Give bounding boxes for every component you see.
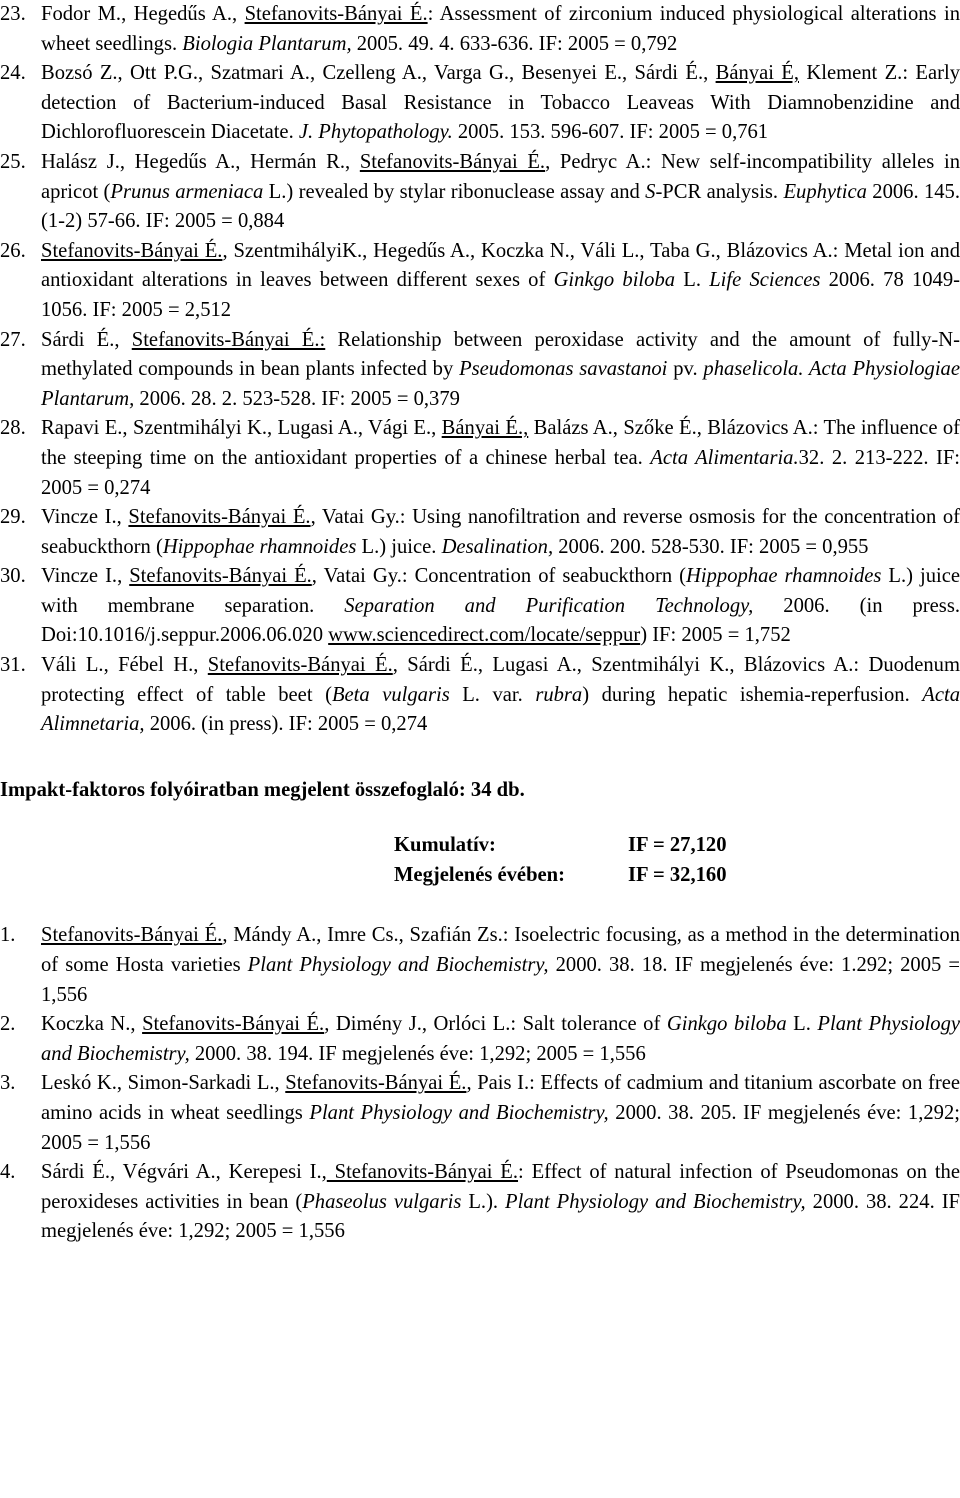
italic-text: Beta vulgaris <box>331 683 450 706</box>
reference-text: 2006. (in press). IF: 2005 = 0,274 <box>144 713 428 736</box>
highlighted-author: Stefanovits-Bányai É. <box>359 150 546 173</box>
reference-item <box>0 148 960 237</box>
reference-number: 1. <box>0 924 16 947</box>
reference-number: 26. <box>0 239 26 262</box>
reference-text: L. <box>675 269 710 292</box>
reference-text: Váli L., Fébel H., <box>41 654 208 677</box>
reference-text: , Mándy A., Imre Cs., Szafián Zs.: Isoelectric focusing, as a method in the determination of some Hosta varieties <box>41 924 960 977</box>
italic-text: phaselicola. Acta Physiologiae Plantarum, <box>41 358 960 410</box>
reference-text: L. var. <box>449 683 536 706</box>
highlighted-author: Stefanovits-Bányai É. <box>41 924 223 947</box>
italic-text: Hippophae rhamnoides <box>162 535 357 558</box>
reference-item <box>0 921 960 1010</box>
reference-text: Vincze I., <box>41 565 130 588</box>
reference-text: 2000. 38. 224. IF megjelenés éve: 1,292; 2005 = 1,556 <box>41 1190 960 1243</box>
publication-year-value: IF = 32,160 <box>628 864 727 887</box>
reference-text: , SzentmihályiK., Hegedűs A., Koczka N., Váli L., Taba G., Blázovics A.: Metal ion and antioxidant alterations in leaves between different sexes of <box>41 239 960 292</box>
italic-text: Hippophae rhamnoides <box>686 565 882 588</box>
italic-text: S <box>645 180 656 203</box>
reference-text: 2006. 200. 528-530. IF: 2005 = 0,955 <box>553 535 869 558</box>
reference-text: Rapavi E., Szentmihályi K., Lugasi A., Vági E., <box>41 417 442 440</box>
italic-text: Euphytica <box>783 180 867 203</box>
reference-text: 2000. 38. 205. IF megjelenés éve: 1,292; 2005 = 1,556 <box>41 1102 960 1154</box>
italic-text: Desalination, <box>441 535 554 558</box>
reference-text: Relationship between peroxidase activity and the amount of fully-N-methylated compounds in bean plants infected by <box>41 328 960 381</box>
highlighted-author: Bányai É., <box>441 417 529 440</box>
reference-item <box>0 1069 960 1158</box>
reference-text: , Pedryc A.: New self-incompatibility alleles in apricot ( <box>41 150 960 203</box>
reference-item <box>0 651 960 740</box>
reference-text: Bozsó Z., Ott P.G., Szatmari A., Czelleng A., Varga G., Besenyei E., Sárdi É., <box>41 62 716 85</box>
reference-number: 3. <box>0 1072 16 1095</box>
reference-text: ) during hepatic ishemia-reperfusion. <box>582 683 923 706</box>
reference-list-numbered-23-31 <box>0 0 960 740</box>
italic-text: Life Sciences <box>709 269 821 292</box>
highlighted-author: Stefanovits-Bányai É. <box>285 1072 467 1095</box>
reference-text: , Dimény J., Orlóci L.: Salt tolerance of <box>324 1013 667 1036</box>
reference-number: 29. <box>0 506 26 529</box>
reference-text: L.). <box>461 1190 506 1213</box>
reference-number: 25. <box>0 150 26 173</box>
italic-text: Plant Physiology and Biochemistry, <box>247 954 549 977</box>
highlighted-author: Stefanovits-Bányai É. <box>142 1013 325 1036</box>
italic-text: Plant Physiology and Biochemistry, <box>505 1190 806 1213</box>
reference-text: 2006. 28. 2. 523-528. IF: 2005 = 0,379 <box>134 387 460 410</box>
reference-text: 2000. 38. 194. IF megjelenés éve: 1,292; 2005 = 1,556 <box>189 1042 646 1065</box>
reference-number: 27. <box>0 328 26 351</box>
reference-number: 28. <box>0 417 26 440</box>
reference-text: Klement Z.: Early detection of Bacterium-induced Basal Resistance in Tobacco Leaveas With Diamnobenzidine and Dichlorofluorescein Diacetate. <box>41 62 960 144</box>
italic-text: Acta Alimentaria. <box>650 446 799 469</box>
reference-number: 31. <box>0 654 26 677</box>
reference-text: Leskó K., Simon-Sarkadi L., <box>41 1072 286 1095</box>
reference-list-numbered-1-4 <box>0 921 960 1247</box>
reference-text: Sárdi É., Végvári A., Kerepesi I., <box>41 1161 327 1184</box>
reference-number: 23. <box>0 3 26 25</box>
publication-year-row <box>0 861 960 891</box>
reference-text: Koczka N., <box>41 1013 143 1036</box>
reference-text: 2005. 153. 596-607. IF: 2005 = 0,761 <box>452 121 769 144</box>
reference-item <box>0 237 960 326</box>
italic-text: Ginkgo biloba <box>553 269 676 292</box>
reference-text: 2006. (in press. Doi:10.1016/j.seppur.2006.06.020 <box>41 594 960 647</box>
italic-text: J. Phytopathology. <box>298 121 453 144</box>
italic-text: rubra <box>535 683 583 706</box>
reference-text: Fodor M., Hegedűs A., <box>41 3 245 25</box>
highlighted-author: Stefanovits-Bányai É. <box>244 3 428 25</box>
italic-text: Acta Alimnetaria, <box>41 683 960 736</box>
reference-text: 2000. 38. 18. IF megjelenés éve: 1.292; 2005 = 1,556 <box>41 954 960 1006</box>
italic-text: Pseudomonas savastanoi <box>459 358 668 381</box>
impact-factor-stats <box>0 831 960 891</box>
reference-number: 2. <box>0 1013 16 1036</box>
reference-text: , Vatai Gy.: Using nanofiltration and reverse osmosis for the concentration of seabuckthorn ( <box>41 506 960 558</box>
highlighted-author: Stefanovits-Bányai É.: <box>131 328 326 351</box>
italic-text: Prunus armeniaca <box>110 180 264 203</box>
reference-number: 4. <box>0 1161 16 1184</box>
highlighted-author: Stefanovits-Bányai É. <box>326 1161 519 1184</box>
publication-year-label: Megjelenés évében: <box>394 864 565 887</box>
reference-text: Halász J., Hegedűs A., Hermán R., <box>41 150 360 173</box>
italic-text: Plant Physiology and Biochemistry, <box>309 1102 609 1124</box>
highlighted-author: Stefanovits-Bányai É. <box>129 565 312 588</box>
reference-text: L.) revealed by stylar ribonuclease assay and <box>263 180 646 203</box>
italic-text: Plant Physiology and Biochemistry, <box>41 1013 960 1065</box>
summary-line: Impakt-faktoros folyóiratban megjelent összefoglaló: 34 db. <box>0 778 525 801</box>
reference-item <box>0 1010 960 1069</box>
reference-text: , Sárdi É., Lugasi A., Szentmihályi K., Blázovics A.: Duodenum protecting effect of table beet ( <box>41 654 960 706</box>
reference-text: : Assessment of zirconium induced physiological alterations in wheet seedlings. <box>41 3 960 55</box>
reference-item <box>0 1158 960 1247</box>
cumulative-row <box>0 831 960 861</box>
reference-item <box>0 59 960 148</box>
reference-text: L. <box>786 1013 818 1036</box>
highlighted-author: Stefanovits-Bányai É. <box>128 506 311 529</box>
reference-text: Balázs A., Szőke É., Blázovics A.: The influence of the steeping time on the antioxidant properties of a chinese herbal tea. <box>41 417 960 469</box>
reference-text: Vincze I., <box>41 506 129 529</box>
reference-text: , Pais I.: Effects of cadmium and titanium ascorbate on free amino acids in wheat seedlings <box>41 1072 960 1124</box>
reference-text: 2006. 145. (1-2) 57-66. IF: 2005 = 0,884 <box>41 180 960 233</box>
italic-text: Separation and Purification Technology, <box>344 594 754 617</box>
cumulative-value: IF = 27,120 <box>628 834 727 857</box>
reference-text: -PCR analysis. <box>655 180 784 203</box>
reference-item <box>0 414 960 503</box>
reference-text: : Effect of natural infection of Pseudomonas on the peroxideses activities in bean ( <box>41 1161 960 1213</box>
cumulative-label: Kumulatív: <box>394 834 496 857</box>
italic-text: Biologia Plantarum, <box>182 32 352 55</box>
italic-text: Ginkgo biloba <box>666 1013 787 1036</box>
reference-item <box>0 326 960 415</box>
highlighted-author: Stefanovits-Bányai É. <box>41 239 223 262</box>
reference-text: 2005. 49. 4. 633-636. IF: 2005 = 0,792 <box>351 32 678 55</box>
reference-text: L.) juice with membrane separation. <box>41 565 960 617</box>
italic-text: Phaseolus vulgaris <box>302 1190 462 1213</box>
reference-number: 24. <box>0 62 26 85</box>
reference-text: , Vatai Gy.: Concentration of seabuckthorn ( <box>311 565 687 588</box>
highlighted-author: Bányai É, <box>715 62 799 85</box>
reference-item <box>0 503 960 562</box>
highlighted-author: www.sciencedirect.com/locate/seppur <box>328 624 641 647</box>
reference-text: 2006. 78 1049-1056. IF: 2005 = 2,512 <box>41 269 960 321</box>
reference-text: L.) juice. <box>356 535 442 558</box>
reference-item <box>0 0 960 59</box>
reference-text: Sárdi É., <box>41 328 132 351</box>
reference-text: ) IF: 2005 = 1,752 <box>640 624 791 647</box>
reference-text: pv. <box>667 358 704 381</box>
reference-item <box>0 562 960 651</box>
reference-text: 32. 2. 213-222. IF: 2005 = 0,274 <box>41 446 960 499</box>
reference-number: 30. <box>0 565 26 588</box>
highlighted-author: Stefanovits-Bányai É. <box>207 654 393 677</box>
